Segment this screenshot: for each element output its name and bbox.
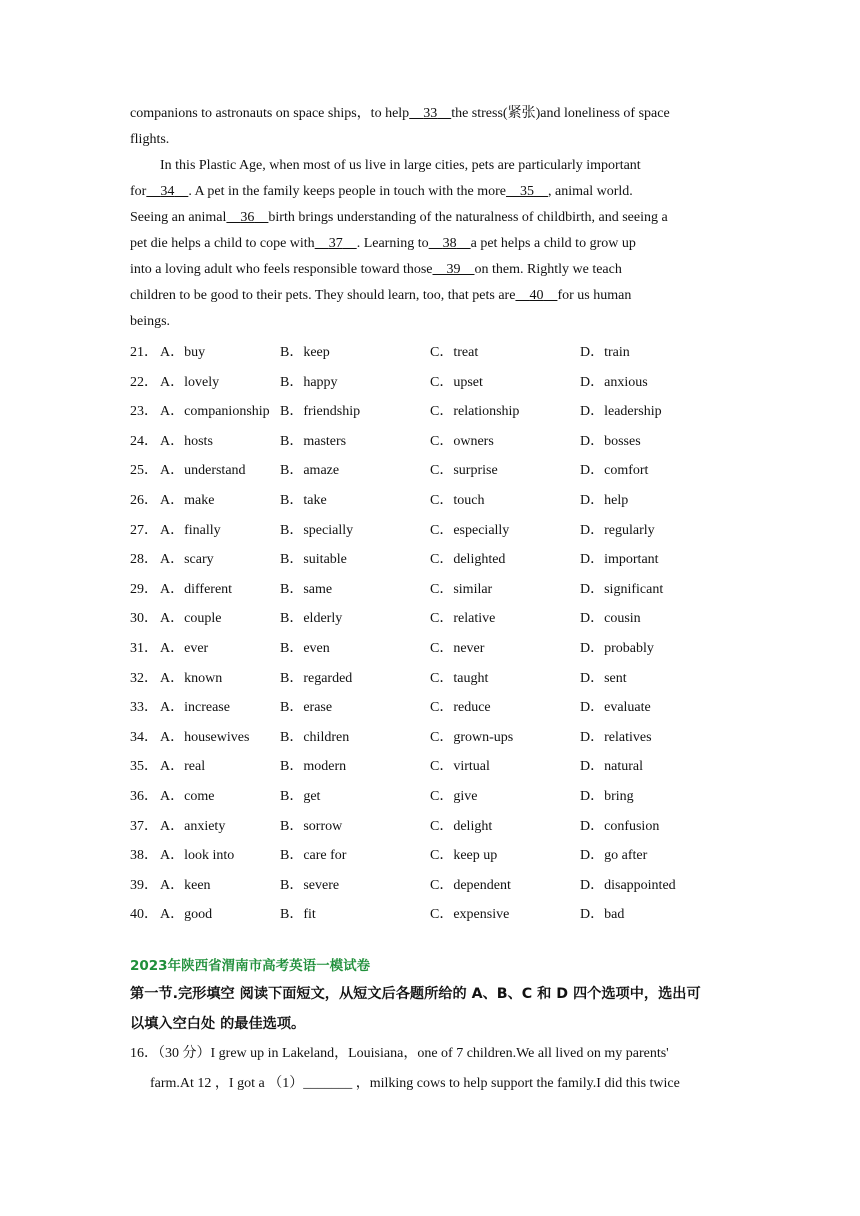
passage-line: children to be good to their pets. They should learn, too, that pets are 40 for us human bbox=[130, 288, 632, 303]
option-row bbox=[130, 634, 734, 664]
option-d: D．disappointed bbox=[580, 877, 676, 893]
option-c: C．grown-ups bbox=[430, 729, 514, 745]
question-number: 31． bbox=[130, 640, 158, 656]
question-number: 33． bbox=[130, 700, 158, 716]
option-d: D．sent bbox=[580, 670, 627, 686]
blank-33: 33 bbox=[423, 106, 438, 121]
option-a: A．make bbox=[160, 492, 215, 508]
blank-40: 40 bbox=[529, 288, 544, 303]
option-c: C．surprise bbox=[430, 463, 498, 479]
option-c: C．especially bbox=[430, 522, 510, 538]
option-d: D．probably bbox=[580, 640, 654, 656]
question-number: 37． bbox=[130, 818, 158, 834]
document-page bbox=[130, 101, 734, 1099]
option-b: B．severe bbox=[280, 877, 340, 893]
option-c: C．touch bbox=[430, 492, 485, 508]
question-number: 30． bbox=[130, 611, 158, 627]
option-a: A．look into bbox=[160, 848, 235, 864]
option-d: D．bring bbox=[580, 788, 634, 804]
option-c: C．relative bbox=[430, 611, 496, 627]
option-row bbox=[130, 486, 734, 516]
option-d: D．comfort bbox=[580, 463, 649, 479]
answer-options-list bbox=[130, 338, 734, 930]
question-number: 27． bbox=[130, 522, 158, 538]
option-row bbox=[130, 575, 734, 605]
option-b: B．specially bbox=[280, 522, 354, 538]
question-line: 16．（30 分）I grew up in Lakeland，Louisiana，one of 7 children.We all lived on my parents' bbox=[130, 1045, 669, 1061]
option-c: C．relationship bbox=[430, 404, 520, 420]
option-b: B．get bbox=[280, 788, 321, 804]
blank-35: 35 bbox=[519, 184, 534, 199]
option-d: D．confusion bbox=[580, 818, 660, 834]
question-number: 25． bbox=[130, 463, 158, 479]
option-row bbox=[130, 456, 734, 486]
option-b: B．suitable bbox=[280, 552, 347, 568]
option-a: A．known bbox=[160, 670, 223, 686]
option-b: B．amaze bbox=[280, 463, 340, 479]
option-d: D．significant bbox=[580, 581, 664, 597]
option-row bbox=[130, 871, 734, 901]
option-b: B．elderly bbox=[280, 611, 343, 627]
question-line: farm.At 12 ，I got a （1）_______ ，milking cows to help support the family.I did this twice bbox=[150, 1075, 680, 1091]
option-a: A．come bbox=[160, 788, 215, 804]
question-number: 26． bbox=[130, 492, 158, 508]
option-row bbox=[130, 338, 734, 368]
question-number: 28． bbox=[130, 552, 158, 568]
passage-line: Seeing an animal 36 birth brings understanding of the naturalness of childbirth, and seeing a bbox=[130, 210, 668, 225]
option-a: A．good bbox=[160, 907, 213, 923]
option-d: D．train bbox=[580, 345, 630, 360]
option-a: A．anxiety bbox=[160, 818, 226, 834]
option-b: B．regarded bbox=[280, 670, 353, 686]
option-c: C．taught bbox=[430, 670, 489, 686]
option-c: C．virtual bbox=[430, 759, 490, 775]
option-b: B．friendship bbox=[280, 404, 361, 420]
option-row bbox=[130, 664, 734, 694]
instruction-line: 以填入空白处 的最佳选项。 bbox=[130, 1015, 306, 1032]
option-row bbox=[130, 752, 734, 782]
option-row bbox=[130, 397, 734, 427]
question-number: 36． bbox=[130, 788, 158, 804]
passage-line: pet die helps a child to cope with 37 . Learning to 38 a pet helps a child to grow up bbox=[130, 236, 636, 251]
option-c: C．delight bbox=[430, 818, 493, 834]
blank-38: 38 bbox=[442, 236, 457, 251]
question-number: 35． bbox=[130, 759, 158, 775]
option-a: A．couple bbox=[160, 611, 222, 627]
cloze-passage bbox=[130, 101, 734, 335]
option-d: D．bad bbox=[580, 907, 625, 923]
option-b: B．take bbox=[280, 492, 327, 508]
section-instruction bbox=[130, 979, 734, 1039]
option-a: A．ever bbox=[160, 640, 209, 656]
option-row bbox=[130, 782, 734, 812]
option-row bbox=[130, 723, 734, 753]
option-b: B．erase bbox=[280, 700, 333, 716]
option-d: D．leadership bbox=[580, 404, 662, 420]
option-row bbox=[130, 516, 734, 546]
option-b: B．care for bbox=[280, 848, 347, 864]
question-number: 34． bbox=[130, 729, 158, 745]
question-number: 29． bbox=[130, 581, 158, 597]
option-a: A．companionship bbox=[160, 404, 270, 420]
question-number: 39． bbox=[130, 877, 158, 893]
option-b: B．keep bbox=[280, 345, 330, 360]
option-d: D．natural bbox=[580, 759, 643, 775]
option-c: C．reduce bbox=[430, 700, 491, 716]
blank-39: 39 bbox=[446, 262, 461, 277]
option-c: C．give bbox=[430, 788, 478, 804]
option-b: B．modern bbox=[280, 759, 347, 775]
blank-37: 37 bbox=[328, 236, 343, 251]
option-c: C．expensive bbox=[430, 907, 510, 923]
instruction-line: 第一节.完形填空 阅读下面短文，从短文后各题所给的 A、B、C 和 D 四个选项中，选出可 bbox=[130, 985, 701, 1002]
option-row bbox=[130, 693, 734, 723]
option-a: A．scary bbox=[160, 552, 214, 568]
option-a: A．hosts bbox=[160, 433, 213, 449]
option-c: C．similar bbox=[430, 581, 493, 597]
option-d: D．help bbox=[580, 492, 629, 508]
option-c: C．never bbox=[430, 640, 485, 656]
option-d: D．go after bbox=[580, 848, 648, 864]
question-number: 32． bbox=[130, 670, 158, 686]
blank-34: 34 bbox=[160, 184, 175, 199]
option-d: D．bosses bbox=[580, 433, 641, 449]
option-b: B．happy bbox=[280, 374, 338, 390]
option-d: D．important bbox=[580, 552, 659, 568]
option-c: C．treat bbox=[430, 345, 479, 360]
option-c: C．delighted bbox=[430, 552, 506, 568]
option-d: D．cousin bbox=[580, 611, 641, 627]
option-row bbox=[130, 900, 734, 930]
passage-line: beings. bbox=[130, 314, 171, 329]
option-c: C．dependent bbox=[430, 877, 511, 893]
question-number: 38． bbox=[130, 848, 158, 864]
option-a: A．keen bbox=[160, 877, 211, 893]
option-row bbox=[130, 368, 734, 398]
passage-line: for 34 . A pet in the family keeps people in touch with the more 35 , animal world. bbox=[130, 184, 633, 199]
question-number: 22． bbox=[130, 374, 158, 390]
option-b: B．children bbox=[280, 729, 350, 745]
blank-36: 36 bbox=[240, 210, 255, 225]
option-row bbox=[130, 545, 734, 575]
option-b: B．same bbox=[280, 581, 333, 597]
option-row bbox=[130, 604, 734, 634]
option-d: D．relatives bbox=[580, 729, 652, 745]
question-number: 40． bbox=[130, 907, 158, 923]
option-d: D．evaluate bbox=[580, 700, 651, 716]
passage-line: companions to astronauts on space ships，to help 33 the stress(紧张)and loneliness of space bbox=[130, 106, 670, 121]
option-row bbox=[130, 427, 734, 457]
passage-line: In this Plastic Age, when most of us live in large cities, pets are particularly important bbox=[160, 158, 641, 173]
option-b: B．fit bbox=[280, 907, 316, 923]
option-d: D．anxious bbox=[580, 374, 648, 390]
option-c: C．upset bbox=[430, 374, 483, 390]
option-c: C．owners bbox=[430, 433, 494, 449]
option-a: A．real bbox=[160, 759, 206, 775]
option-row bbox=[130, 812, 734, 842]
option-a: A．increase bbox=[160, 700, 230, 716]
exam-title: 2023年陕西省渭南市高考英语一模试卷 bbox=[130, 957, 371, 974]
option-a: A．understand bbox=[160, 463, 246, 479]
question-number: 23． bbox=[130, 404, 158, 420]
option-a: A．finally bbox=[160, 522, 221, 538]
option-c: C．keep up bbox=[430, 848, 498, 864]
option-a: A．buy bbox=[160, 345, 206, 360]
question-number: 24． bbox=[130, 433, 158, 449]
option-a: A．lovely bbox=[160, 374, 220, 390]
option-b: B．even bbox=[280, 640, 330, 656]
passage-line: flights. bbox=[130, 132, 170, 147]
question-number: 21． bbox=[130, 345, 158, 360]
option-a: A．different bbox=[160, 581, 233, 597]
option-b: B．sorrow bbox=[280, 818, 343, 834]
option-a: A．housewives bbox=[160, 729, 250, 745]
option-d: D．regularly bbox=[580, 522, 655, 538]
option-row bbox=[130, 841, 734, 871]
question-16 bbox=[130, 1039, 734, 1099]
passage-line: into a loving adult who feels responsible toward those 39 on them. Rightly we teach bbox=[130, 262, 622, 277]
option-b: B．masters bbox=[280, 433, 347, 449]
